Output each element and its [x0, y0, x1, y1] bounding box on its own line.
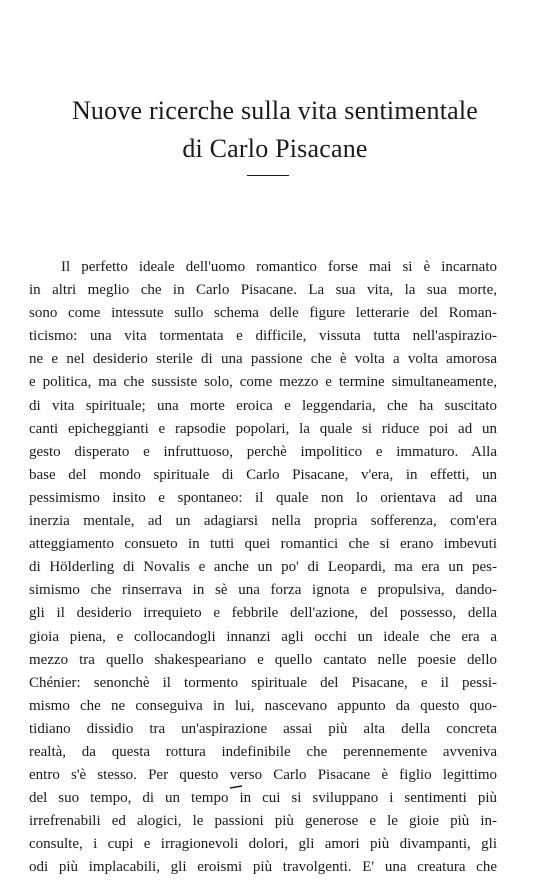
body-line: base del mondo spirituale di Carlo Pisacane, v'era, in effetti, un [29, 466, 497, 483]
body-line: entro s'è stesso. Per questo verso Carlo Pisacane è figlio legittimo [29, 767, 497, 784]
body-line: sono come intessute sullo schema delle figure letterarie del Roman- [29, 305, 497, 322]
body-line: inerzia mentale, ad un adagiarsi nella propria sofferenza, com'era [29, 513, 497, 530]
body-line: gesto disperato e infruttuoso, perchè impolitico e immaturo. Alla [29, 443, 497, 460]
printer-mark [229, 785, 243, 789]
body-line: realtà, da questa rottura indefinibile che perennemente avveniva [29, 743, 497, 760]
article-title-line-2: di Carlo Pisacane [182, 134, 368, 163]
body-line: irrefrenabili ed alogici, le passioni più generose e le gioie più in- [29, 813, 497, 830]
body-line: ne e nel desiderio sterile di una passione che è volta a volta amorosa [29, 351, 497, 368]
title-divider [247, 175, 289, 176]
body-line: Il perfetto ideale dell'uomo romantico forse mai si è incarnato [61, 259, 497, 275]
body-line: di vita spirituale; una morte eroica e leggendaria, che ha suscitato [29, 397, 497, 414]
body-line: consulte, i cupi e irragionevoli dolori, gli amori più divampanti, gli [29, 836, 497, 853]
body-line: gli il desiderio irrequieto e febbrile dell'azione, del possesso, della [29, 605, 497, 622]
body-line: atteggiamento consueto in tutti quei romantici che si erano imbevuti [29, 536, 497, 553]
body-line: mismo che ne conseguiva in lui, nascevano appunto da questo quo- [29, 697, 497, 714]
body-line: tidiano dissidio tra un'aspirazione assai più alta della concreta [29, 720, 497, 737]
article-body [29, 256, 497, 880]
body-line: ticismo: una vita tormentata e difficile, vissuta tutta nell'aspirazio- [29, 328, 497, 345]
body-line: del suo tempo, di un tempo in cui si sviluppano i sentimenti più [29, 790, 497, 807]
article-title: Nuove ricerche sulla vita sentimentale [71, 96, 479, 125]
body-line: simismo che rinserrava in sè una forza ignota e propulsiva, dando- [29, 582, 497, 599]
body-line: mezzo tra quello shakespeariano e quello cantato nelle poesie dello [29, 651, 497, 668]
body-line: Chénier: senonchè il tormento spirituale del Pisacane, e il pessi- [29, 674, 497, 691]
body-line: canti epicheggianti e rapsodie popolari, la quale si riduce poi ad un [29, 420, 497, 437]
body-line: in altri meglio che in Carlo Pisacane. La sua vita, la sua morte, [29, 282, 497, 299]
body-line: di Hölderling di Novalis e anche un po' di Leopardi, ma era un pes- [29, 559, 497, 576]
body-line: pessimismo insito e spontaneo: il quale non lo orientava ad una [29, 489, 497, 506]
body-line: odi più implacabili, gli eroismi più travolgenti. E' una creatura che [29, 859, 497, 876]
body-line: e politica, ma che sussiste solo, come mezzo e termine simultaneamente, [29, 374, 497, 391]
body-line: gioia piena, e collocandogli innanzi agli occhi un ideale che era a [29, 628, 497, 645]
